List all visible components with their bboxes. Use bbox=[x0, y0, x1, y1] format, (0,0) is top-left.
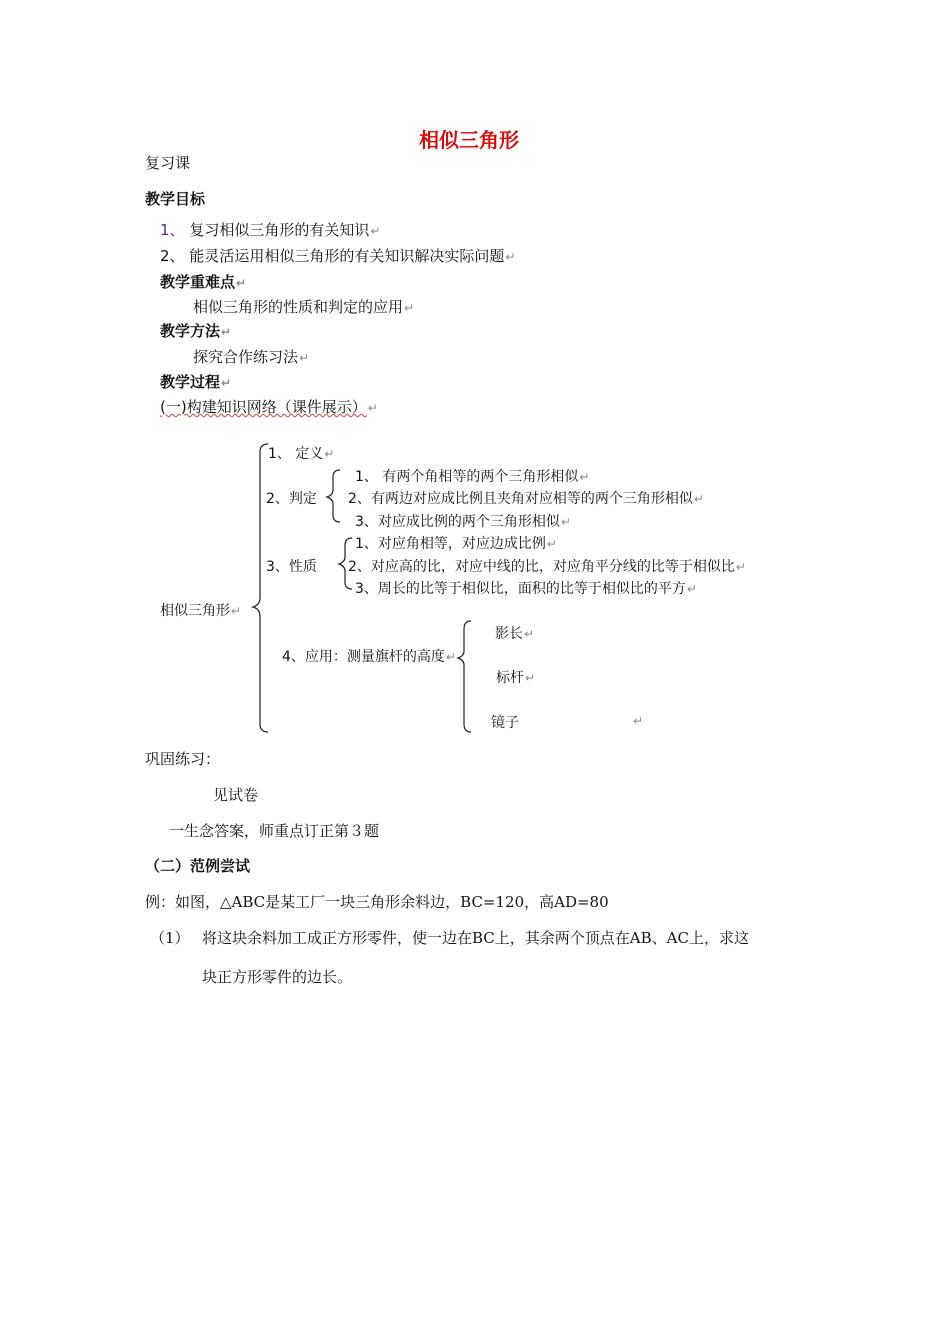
application-item: 镜子 bbox=[491, 715, 519, 731]
page-title: 相似三角形 bbox=[419, 128, 519, 152]
paragraph-mark-icon: ↵ bbox=[525, 671, 536, 685]
method-text: 探究合作练习法↵ bbox=[193, 348, 310, 366]
part-text: 块正方形零件的边长。 bbox=[202, 968, 353, 986]
network-definition: 1、 定义↵ bbox=[268, 446, 335, 462]
paragraph-mark-icon: ↵ bbox=[221, 376, 232, 390]
application-brace bbox=[458, 621, 471, 732]
judgment-item: 1、 有两个角相等的两个三角形相似↵ bbox=[355, 469, 590, 485]
paragraph-mark-icon: ↵ bbox=[221, 325, 232, 339]
paragraph-mark-icon: ↵ bbox=[633, 714, 644, 728]
objective-text: 复习相似三角形的有关知识 bbox=[189, 221, 370, 239]
paragraph-mark-icon: ↵ bbox=[546, 537, 557, 551]
judgment-item: 3、对应成比例的两个三角形相似↵ bbox=[355, 514, 571, 530]
paragraph-mark-icon: ↵ bbox=[445, 650, 456, 664]
example-heading: （二）范例尝试 bbox=[145, 857, 251, 875]
objectives-heading: 教学目标 bbox=[145, 190, 206, 208]
paragraph-mark-icon: ↵ bbox=[735, 560, 746, 574]
key-points-heading: 教学重难点↵ bbox=[160, 273, 247, 291]
network-root: 相似三角形↵ bbox=[160, 603, 242, 619]
paragraph-mark-icon: ↵ bbox=[370, 224, 381, 238]
application-item: 标杆↵ bbox=[496, 670, 536, 686]
subtitle: 复习课 bbox=[145, 154, 191, 172]
property-item: 2、对应高的比，对应中线的比，对应角平分线的比等于相似比↵ bbox=[348, 559, 746, 575]
paragraph-mark-icon: ↵ bbox=[324, 447, 335, 461]
objective-number: 1、 bbox=[160, 221, 185, 239]
consolidation-line: 一生念答案，师重点订正第３题 bbox=[169, 822, 380, 840]
paragraph-mark-icon: ↵ bbox=[236, 276, 247, 290]
paragraph-mark-icon: ↵ bbox=[299, 351, 310, 365]
network-properties-label: 3、性质 bbox=[266, 559, 317, 575]
paragraph-mark-icon: ↵ bbox=[505, 250, 516, 264]
paragraph-mark-icon: ↵ bbox=[693, 492, 704, 506]
property-item: 3、周长的比等于相似比，面积的比等于相似比的平方↵ bbox=[355, 581, 697, 597]
paragraph-mark-icon: ↵ bbox=[231, 604, 242, 618]
property-item: 1、对应角相等，对应边成比例↵ bbox=[355, 536, 557, 552]
paragraph-mark-icon: ↵ bbox=[404, 301, 415, 315]
application-item: 影长↵ bbox=[495, 626, 535, 642]
judgment-brace bbox=[327, 470, 340, 522]
objective-number: 2、 bbox=[160, 247, 185, 265]
consolidation-heading: 巩固练习： bbox=[145, 750, 221, 768]
objective-text: 能灵活运用相似三角形的有关知识解决实际问题 bbox=[189, 247, 505, 265]
paragraph-mark-icon: ↵ bbox=[524, 627, 535, 641]
key-points-text: 相似三角形的性质和判定的应用↵ bbox=[193, 298, 415, 316]
part-number: （1） bbox=[150, 929, 190, 947]
network-judgment-label: 2、判定 bbox=[266, 491, 317, 507]
process-section1: (一)构建知识网络（课件展示）↵ bbox=[160, 398, 378, 416]
paragraph-mark-icon: ↵ bbox=[686, 582, 697, 596]
judgment-item: 2、有两边对应成比例且夹角对应相等的两个三角形相似↵ bbox=[348, 491, 704, 507]
paragraph-mark-icon: ↵ bbox=[560, 515, 571, 529]
example-problem: 例：如图，△ABC是某工厂一块三角形余料边，BC=120，高AD=80 bbox=[145, 893, 609, 911]
process-heading: 教学过程↵ bbox=[160, 373, 232, 391]
network-application-label: 4、应用：测量旗杆的高度↵ bbox=[282, 649, 456, 665]
part-text: 将这块余料加工成正方形零件，使一边在BC上，其余两个顶点在AB、AC上，求这 bbox=[202, 929, 749, 947]
consolidation-line: 见试卷 bbox=[213, 786, 259, 804]
paragraph-mark-icon: ↵ bbox=[367, 401, 378, 415]
paragraph-mark-icon: ↵ bbox=[579, 470, 590, 484]
method-heading: 教学方法↵ bbox=[160, 322, 232, 340]
